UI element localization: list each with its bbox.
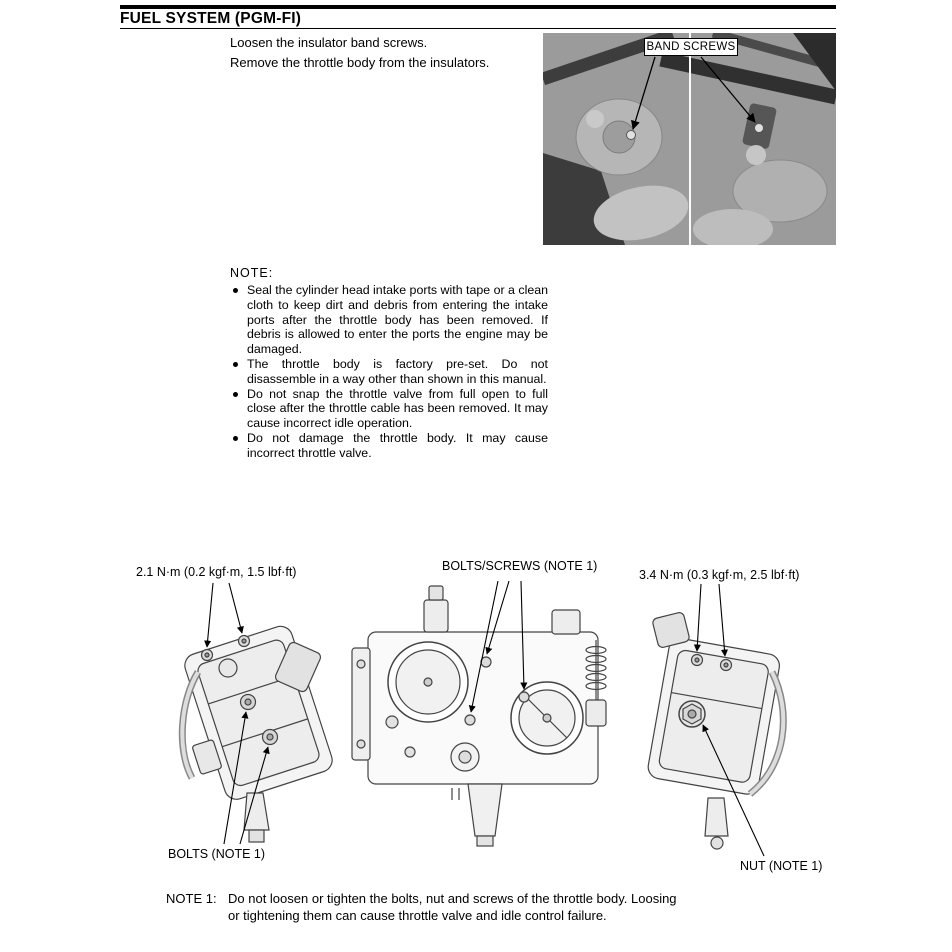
note-list <box>230 283 548 461</box>
torque-label-left: 2.1 N·m (0.2 kgf·m, 1.5 lbf·ft) <box>136 565 297 579</box>
photo-illustration <box>543 33 836 245</box>
band-screw-right <box>755 124 764 133</box>
screw-note1-1 <box>465 715 475 725</box>
note-item: Do not damage the throttle body. It may cause incorrect throttle valve. <box>230 431 548 461</box>
footnote-label: NOTE 1: <box>166 891 217 906</box>
footnote-text: Do not loosen or tighten the bolts, nut and screws of the throttle body. Loosing or tightening them can cause throttle valve and idle control failure. <box>228 891 677 923</box>
header-rule-thick <box>120 5 836 9</box>
bolts-label: BOLTS (NOTE 1) <box>168 847 266 861</box>
footnote <box>166 891 686 924</box>
throttle-body-left-view <box>182 623 335 842</box>
band-screw-left <box>627 131 636 140</box>
note-item: Seal the cylinder head intake ports with tape or a clean cloth to keep dirt and debris from entering the intake ports after the throttle body has been removed. If debris is allowed to enter the ports the engine may be damaged. <box>230 283 548 357</box>
band-screws-photo <box>543 33 836 245</box>
throttle-body-diagram <box>120 575 836 870</box>
page-title: FUEL SYSTEM (PGM-FI) <box>120 10 302 27</box>
band-screws-callout: BAND SCREWS <box>644 38 738 56</box>
note-item: The throttle body is factory pre-set. Do not disassemble in a way other than shown in this manual. <box>230 357 548 387</box>
instruction-line: Loosen the insulator band screws. <box>230 35 428 50</box>
note-item: Do not snap the throttle valve from full open to full close after the throttle cable has been removed. It may cause incorrect idle operation. <box>230 387 548 431</box>
screw-note1-3 <box>519 692 529 702</box>
bolts-screws-label: BOLTS/SCREWS (NOTE 1) <box>442 559 598 573</box>
nut-label: NUT (NOTE 1) <box>740 859 823 873</box>
instruction-line: Remove the throttle body from the insulators. <box>230 55 490 70</box>
instruction-text <box>230 33 542 73</box>
throttle-body-right-view <box>646 612 783 849</box>
throttle-body-center-view <box>352 586 606 846</box>
header-rule-thin <box>120 28 836 29</box>
note-heading: NOTE: <box>230 266 274 280</box>
torque-label-right: 3.4 N·m (0.3 kgf·m, 2.5 lbf·ft) <box>639 568 800 582</box>
note-block <box>230 266 548 461</box>
